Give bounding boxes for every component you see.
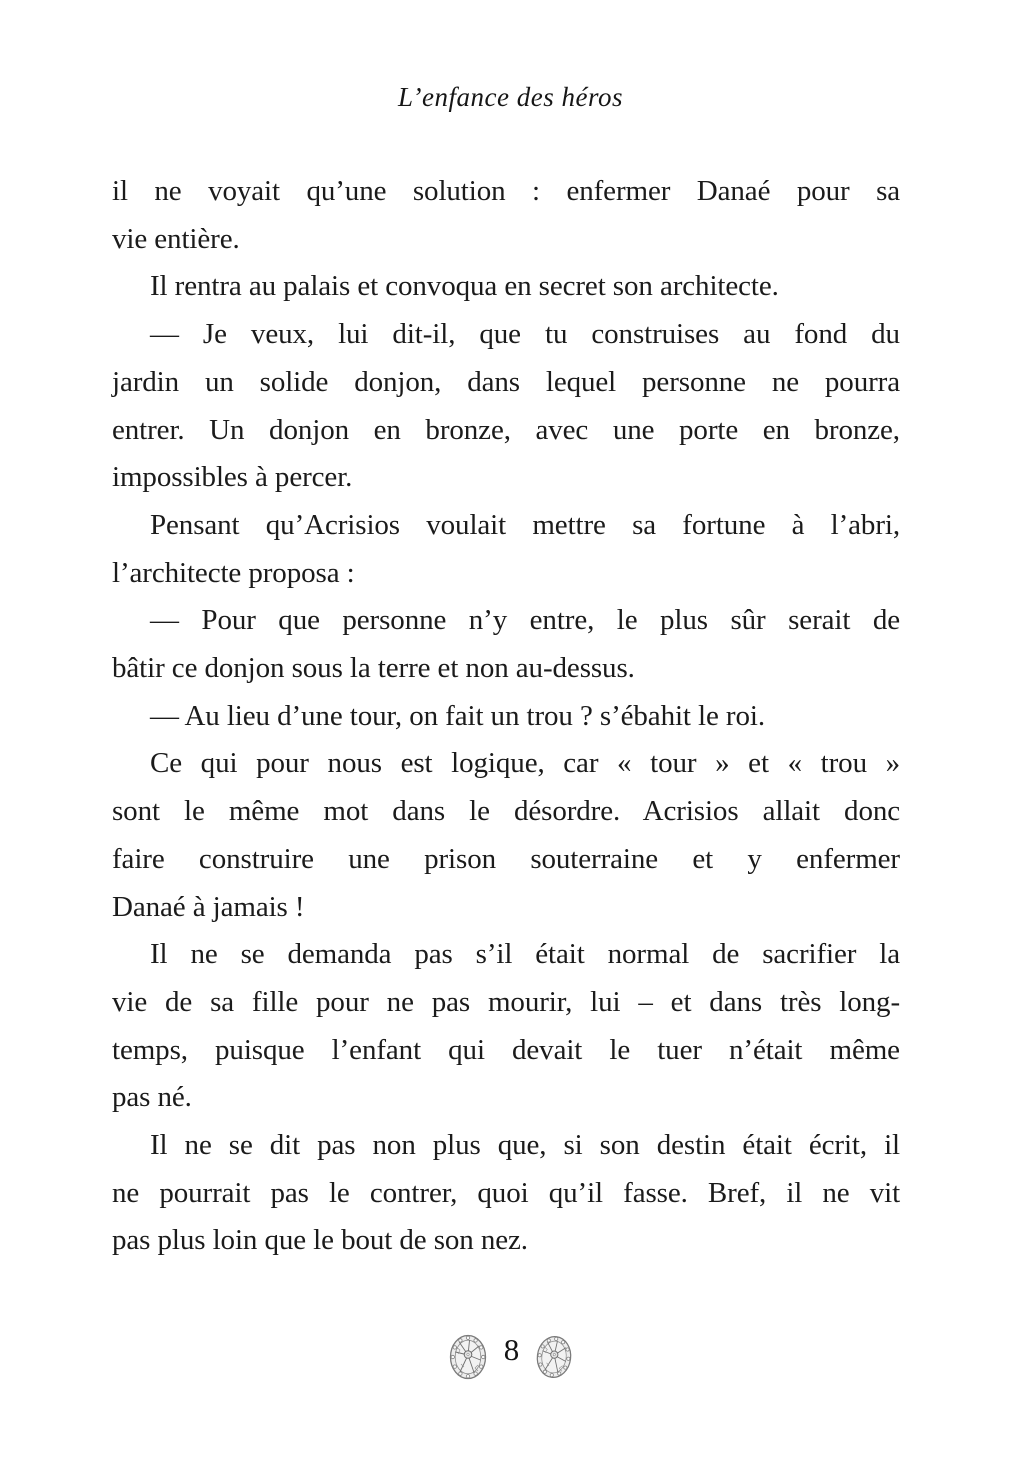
text-line-content: faire construire une prison souterraine et y enfermer <box>112 842 900 875</box>
text-line-content: — Je veux, lui dit-il, que tu construises au fond du <box>150 318 900 351</box>
text-line <box>112 311 900 359</box>
page-footer <box>0 1333 1021 1381</box>
paragraph <box>112 740 900 931</box>
text-line-content: — Pour que personne n’y entre, le plus sûr serait de <box>150 604 900 637</box>
text-line <box>112 263 900 311</box>
paragraph <box>112 931 900 1122</box>
text-line <box>112 216 900 264</box>
text-line-content: sont le même mot dans le désordre. Acrisios allait donc <box>112 795 901 828</box>
text-line-content: pas plus loin que le bout de son nez. <box>112 1224 528 1257</box>
text-line-content: l’architecte proposa : <box>112 556 355 589</box>
text-line-content: — Au lieu d’une tour, on fait un trou ? s’ébahit le roi. <box>150 699 765 732</box>
body-text <box>112 168 900 1265</box>
text-line-content: Il rentra au palais et convoqua en secret son architecte. <box>150 270 779 303</box>
text-line <box>112 168 900 216</box>
text-line <box>112 1027 900 1075</box>
oval-medallion-right-icon <box>533 1332 576 1382</box>
text-line <box>112 884 900 932</box>
text-line <box>112 359 900 407</box>
text-line <box>112 454 900 502</box>
text-line <box>112 502 900 550</box>
text-line-content: impossibles à percer. <box>112 461 353 494</box>
oval-medallion-left-icon <box>448 1333 488 1381</box>
paragraph <box>112 502 900 597</box>
text-line-content: bâtir ce donjon sous la terre et non au-dessus. <box>112 652 635 685</box>
text-line-content: Danaé à jamais ! <box>112 890 305 923</box>
paragraph <box>112 693 900 741</box>
text-line-content: Ce qui pour nous est logique, car « tour » et « trou » <box>150 747 901 780</box>
text-line-content: vie entière. <box>112 222 240 255</box>
text-line <box>112 597 900 645</box>
text-line <box>112 836 900 884</box>
text-line <box>112 788 900 836</box>
running-header-title: L’enfance des héros <box>398 82 623 112</box>
text-line-content: entrer. Un donjon en bronze, avec une porte en bronze, <box>112 413 900 446</box>
text-line <box>112 645 900 693</box>
text-line <box>112 931 900 979</box>
text-line-content: Pensant qu’Acrisios voulait mettre sa fortune à l’abri, <box>150 508 900 541</box>
text-line-content: Il ne se dit pas non plus que, si son destin était écrit, il <box>150 1129 900 1162</box>
page-number: 8 <box>503 1331 520 1367</box>
text-line <box>112 1074 900 1122</box>
text-line <box>112 550 900 598</box>
text-line <box>112 407 900 455</box>
text-line-content: jardin un solide donjon, dans lequel personne ne pourra <box>112 365 900 398</box>
text-line <box>112 693 900 741</box>
text-line-content: vie de sa fille pour ne pas mourir, lui – et dans très long- <box>112 985 901 1018</box>
text-line-content: pas né. <box>112 1081 192 1114</box>
paragraph <box>112 168 900 263</box>
text-line <box>112 1170 900 1218</box>
paragraph <box>112 597 900 692</box>
paragraph <box>112 311 900 502</box>
text-line-content: Il ne se demanda pas s’il était normal de sacrifier la <box>150 938 900 971</box>
text-line <box>112 1122 900 1170</box>
text-line <box>112 1217 900 1265</box>
text-line-content: ne pourrait pas le contrer, quoi qu’il fasse. Bref, il ne vit <box>112 1176 901 1209</box>
text-line <box>112 979 900 1027</box>
text-line <box>112 740 900 788</box>
paragraph <box>112 263 900 311</box>
paragraph <box>112 1122 900 1265</box>
text-line-content: il ne voyait qu’une solution : enfermer Danaé pour sa <box>112 175 901 207</box>
text-line-content: temps, puisque l’enfant qui devait le tuer n’était même <box>112 1033 900 1066</box>
